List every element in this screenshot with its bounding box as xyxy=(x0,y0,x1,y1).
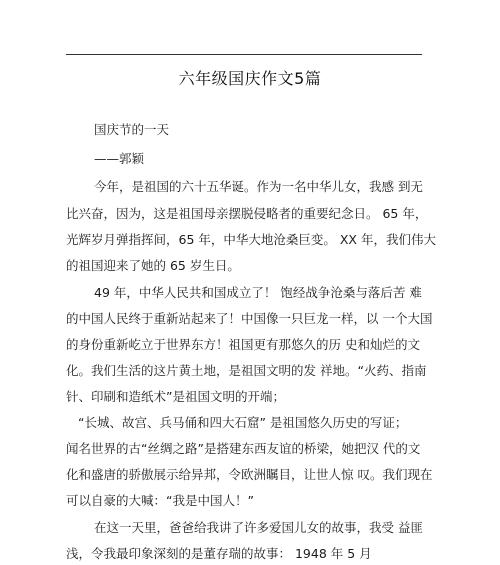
paragraph-line: 今年，是祖国的六十五华诞。作为一名中华儿女，我感 到无 xyxy=(94,179,423,194)
paragraph-line: 化。我们生活的这片黄土地，是祖国文明的发 祥地。“火药、指南 xyxy=(66,363,427,378)
header-rule xyxy=(66,54,422,55)
essay-heading: 国庆节的一天 xyxy=(94,122,170,137)
paragraph-line: “长城、故宫、兵马俑和四大石窟” 是祖国悠久历史的写证； xyxy=(78,415,408,430)
paragraph-line: 的中国人民终于重新站起来了！中国像一只巨龙一样，以 一个大国 xyxy=(66,311,433,326)
paragraph-line: 针、印刷和造纸术”是祖国文明的开端； xyxy=(66,389,285,404)
document-title: 六年级国庆作文5篇 xyxy=(178,69,322,88)
paragraph-line: 在这一天里，爸爸给我讲了许多爱国儿女的故事，我受 益匪 xyxy=(94,520,423,535)
paragraph-line: 49 年，中华人民共和国成立了！ 饱经战争沧桑与落后苦 难 xyxy=(94,285,422,300)
paragraph-line: 的身份重新屹立于世界东方！祖国更有那悠久的历 史和灿烂的文 xyxy=(66,337,420,352)
paragraph-line: 光辉岁月弹指挥间，65 年，中华大地沧桑巨变。 XX 年，我们伟大 xyxy=(66,232,436,247)
paragraph-line: 化和盛唐的骄傲展示给异邦，令欧洲瞩目，让世人惊 叹。我们现在 xyxy=(66,467,433,482)
paragraph-line: 浅，令我最印象深刻的是董存瑞的故事： 1948 年 5 月 xyxy=(66,546,372,561)
paragraph-line: 比兴奋，因为，这是祖国母亲摆脱侵略者的重要纪念日。 65 年， xyxy=(66,206,428,221)
paragraph-line: 闻名世界的古“丝绸之路”是搭建东西友谊的桥梁，她把汉 代的文 xyxy=(66,441,421,456)
paragraph-line: 可以自豪的大喊：“我是中国人！” xyxy=(66,493,254,508)
essay-author: ——郭颖 xyxy=(94,151,145,166)
paragraph-line: 的祖国迎来了她的 65 岁生日。 xyxy=(66,258,240,273)
